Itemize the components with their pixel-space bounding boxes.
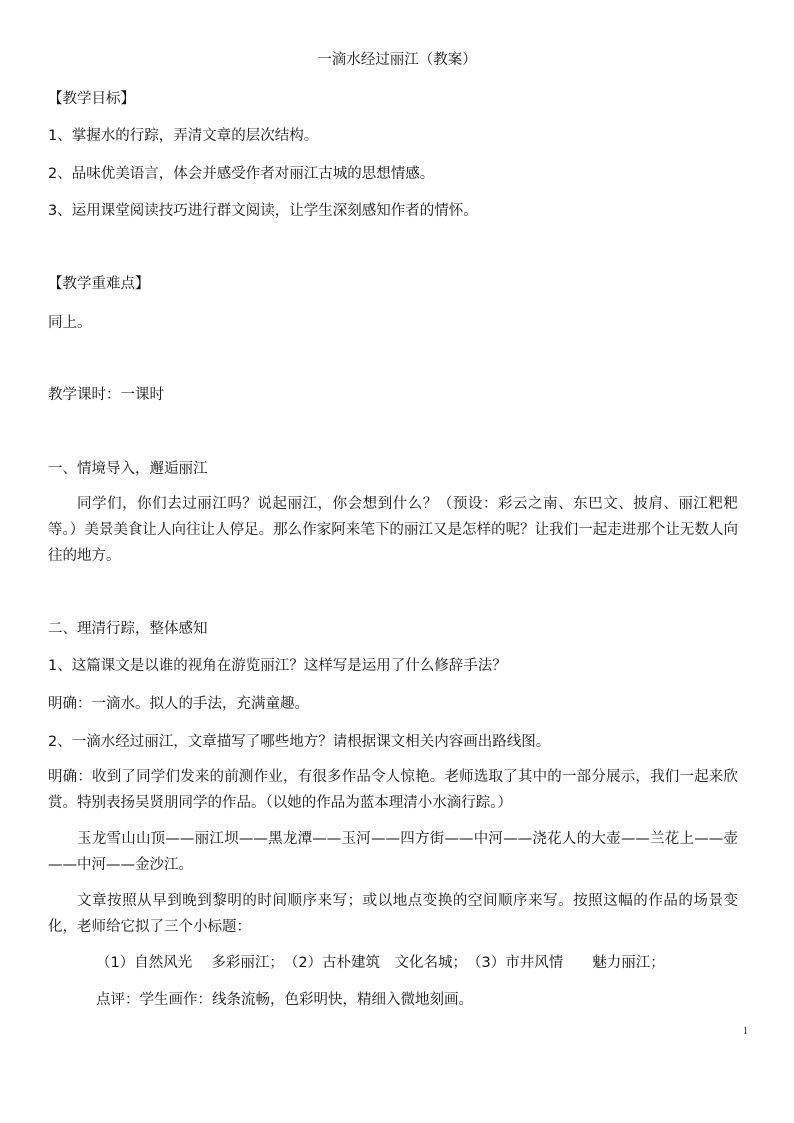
answer-1: 明确：一滴水。拟人的手法，充满童趣。 [48, 696, 309, 712]
section-2-heading: 二、理清行踪，整体感知 [48, 621, 208, 637]
question-1: 1、这篇课文是以谁的视角在游览丽江？这样写是运用了什么修辞手法？ [48, 658, 507, 674]
route-paragraph: 玉龙雪山山顶——丽江坝——黑龙潭——玉河——四方街——中河——浇花人的大壶——兰花上——壶——中河——金沙江。 [48, 831, 738, 873]
goal-item-1: 1、掌握水的行踪，弄清文章的层次结构。 [48, 128, 319, 144]
comment-line: 点评：学生画作：线条流畅，色彩明快，精细入微地刻画。 [96, 992, 473, 1008]
class-hours: 教学课时：一课时 [48, 387, 164, 403]
key-points-text: 同上。 [48, 315, 92, 331]
page-number: 1 [743, 1026, 748, 1037]
document-title: 一滴水经过丽江（教案） [317, 52, 477, 68]
question-2: 2、一滴水经过丽江，文章描写了哪些地方？请根据课文相关内容画出路线图。 [48, 734, 551, 750]
subtitles-line: （1）自然风光 多彩丽江； （2）古朴建筑 文化名城； （3）市井风情 魅力丽江； [96, 955, 665, 971]
order-paragraph: 文章按照从早到晚到黎明的时间顺序来写；或以地点变换的空间顺序来写。按照这幅的作品的场景变化，老师给它拟了三个小标题： [48, 893, 738, 935]
goal-item-2: 2、品味优美语言，体会并感受作者对丽江古城的思想情感。 [48, 166, 435, 182]
section-1-heading: 一、情境导入，邂逅丽江 [48, 461, 208, 477]
goals-heading: 【教学目标】 [48, 91, 135, 107]
goal-item-3: 3、运用课堂阅读技巧进行群文阅读，让学生深刻感知作者的情怀。 [48, 203, 478, 219]
key-points-heading: 【教学重难点】 [48, 276, 150, 292]
section-1-paragraph: 同学们，你们去过丽江吗？说起丽江，你会想到什么？（预设：彩云之南、东巴文、披肩、丽江粑粑等。）美景美食让人向往让人停足。那么作家阿来笔下的丽江又是怎样的呢？让我们一起走进那个让无数人向往的地方。 [48, 496, 738, 564]
answer-2: 明确：收到了同学们发来的前测作业，有很多作品令人惊艳。老师选取了其中的一部分展示，我们一起来欣赏。特别表扬吴贤朋同学的作品。（以她的作品为蓝本理清小水滴行踪。） [48, 769, 738, 811]
